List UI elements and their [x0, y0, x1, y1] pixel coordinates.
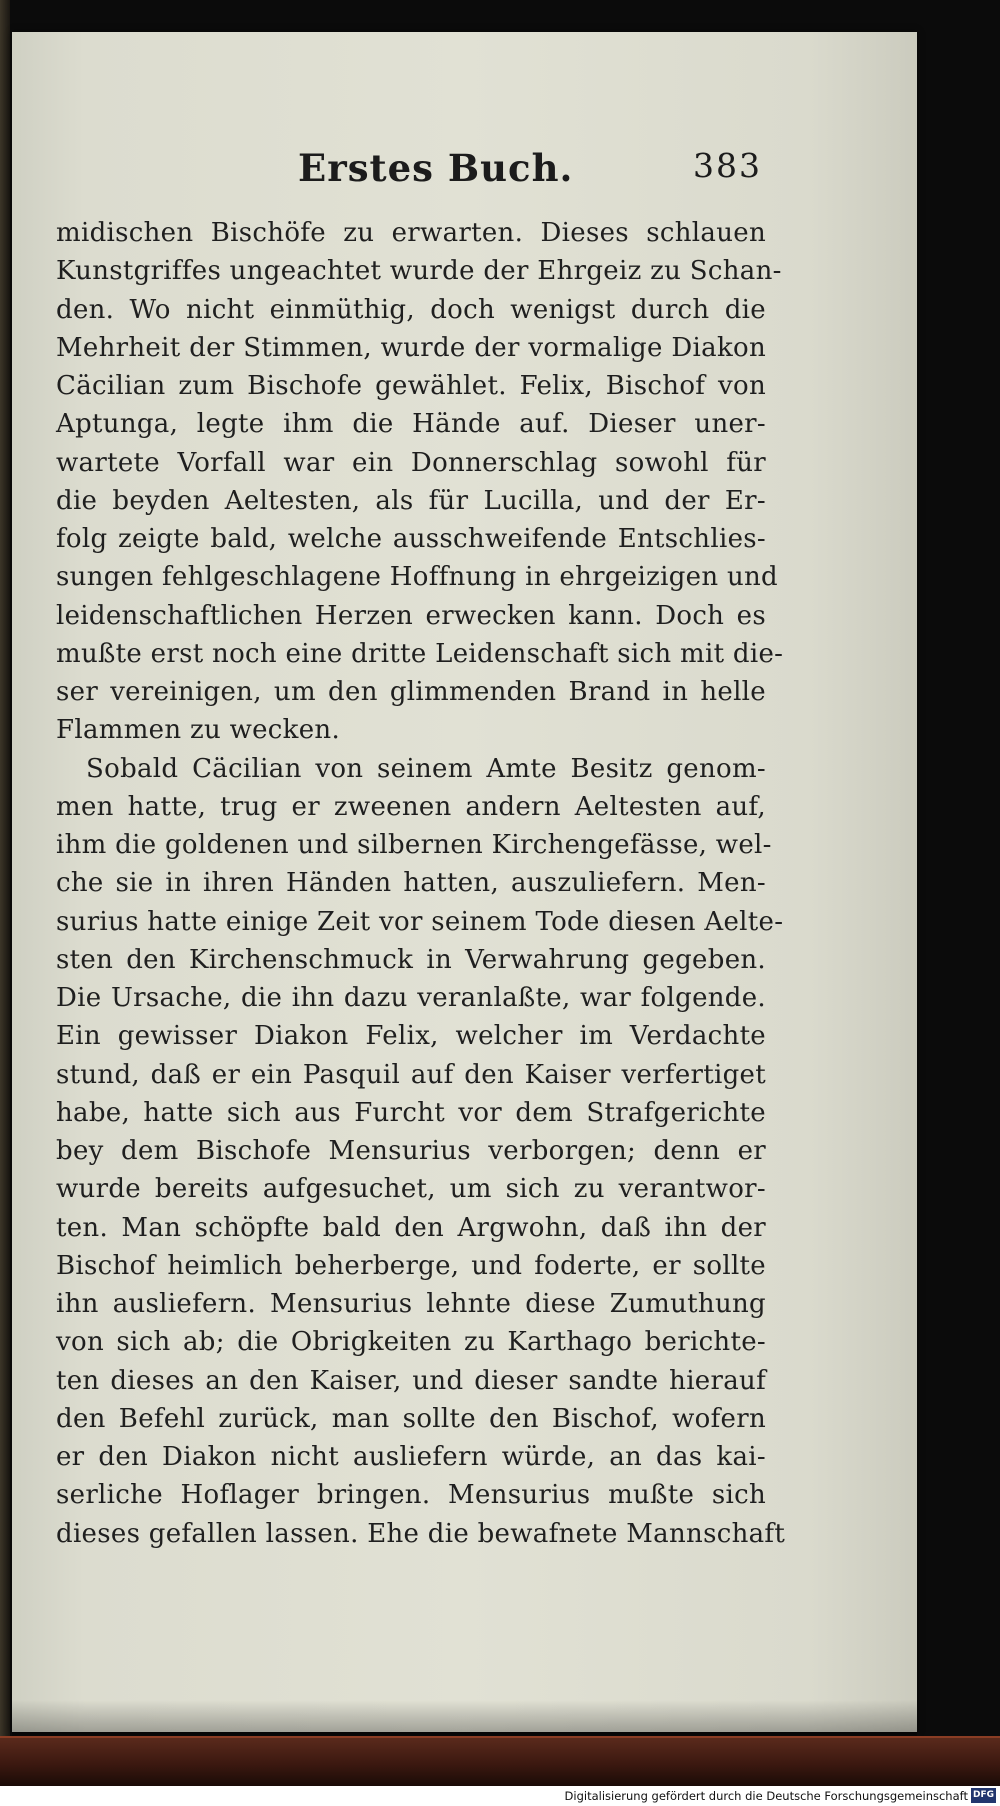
- text-line: habe, hatte sich aus Furcht vor dem Strafgerichte: [56, 1097, 766, 1128]
- book-edge: [0, 0, 10, 1806]
- text-line: von sich ab; die Obrigkeiten zu Karthago berichte-: [56, 1327, 766, 1358]
- text-line: wartete Vorfall war ein Donnerschlag sowohl für: [56, 447, 766, 478]
- text-line: wurde bereits aufgesuchet, um sich zu verantwor-: [56, 1174, 766, 1205]
- text-line: sten den Kirchenschmuck in Verwahrung gegeben.: [56, 944, 766, 975]
- text-line: dieses gefallen lassen. Ehe die bewafnete Mannschaft: [56, 1518, 786, 1549]
- running-title: Erstes Buch.: [298, 146, 574, 190]
- text-line: ten. Man schöpfte bald den Argwohn, daß ihn der: [56, 1212, 766, 1243]
- paragraph-1: [56, 214, 784, 750]
- page-bottom-shadow: [12, 1700, 917, 1740]
- text-line: surius hatte einige Zeit vor seinem Tode diesen Aelte-: [56, 906, 784, 937]
- text-line: ten dieses an den Kaiser, und dieser sandte hierauf: [56, 1365, 766, 1396]
- text-line: midischen Bischöfe zu erwarten. Dieses schlauen: [56, 218, 766, 248]
- text-line: men hatte, trug er zweenen andern Aeltesten auf,: [56, 791, 766, 822]
- text-line: Aptunga, legte ihm die Hände auf. Dieser uner-: [56, 409, 766, 440]
- text-line: Kunstgriffes ungeachtet wurde der Ehrgeiz zu Schan-: [56, 256, 782, 287]
- book-cover-band: [0, 1738, 1000, 1786]
- text-line: Ein gewisser Diakon Felix, welcher im Verdachte: [56, 1021, 766, 1052]
- digitization-credit: Digitalisierung gefördert durch die Deutsche Forschungsgemeinschaft: [564, 1789, 968, 1803]
- text-line: leidenschaftlichen Herzen erwecken kann. Doch es: [56, 600, 766, 631]
- text-line: bey dem Bischofe Mensurius verborgen; denn er: [56, 1136, 766, 1166]
- paragraph-2: [56, 750, 786, 1553]
- text-line: Sobald Cäcilian von seinem Amte Besitz genom-: [86, 753, 766, 784]
- text-line: Mehrheit der Stimmen, wurde der vormalige Diakon: [56, 332, 766, 363]
- text-line: den Befehl zurück, man sollte den Bischof, wofern: [56, 1403, 766, 1434]
- text-line: stund, daß er ein Pasquil auf den Kaiser verfertiget: [56, 1059, 766, 1090]
- text-line: ihm die goldenen und silbernen Kirchengefässe, wel-: [56, 830, 772, 860]
- text-line: Flammen zu wecken.: [56, 715, 341, 746]
- text-line: mußte erst noch eine dritte Leidenschaft sich mit die-: [56, 638, 784, 669]
- body-text: [56, 214, 786, 1553]
- text-line: den. Wo nicht einmüthig, doch wenigst durch die: [56, 294, 766, 325]
- dfg-logo-icon: DFG: [971, 1788, 996, 1803]
- text-line: er den Diakon nicht ausliefern würde, an das kai-: [56, 1442, 766, 1472]
- text-line: Cäcilian zum Bischofe gewählet. Felix, Bischof von: [56, 371, 766, 401]
- text-line: die beyden Aeltesten, als für Lucilla, und der Er-: [56, 485, 766, 516]
- text-line: sungen fehlgeschlagene Hoffnung in ehrgeizigen und: [56, 562, 779, 593]
- text-line: che sie in ihren Händen hatten, auszuliefern. Men-: [56, 868, 766, 899]
- text-line: serliche Hoflager bringen. Mensurius mußte sich: [56, 1480, 766, 1511]
- text-line: Bischof heimlich beherberge, und foderte, er sollte: [56, 1250, 766, 1281]
- page-header: [56, 146, 762, 196]
- text-line: ihn ausliefern. Mensurius lehnte diese Zumuthung: [56, 1289, 766, 1319]
- text-line: folg zeigte bald, welche ausschweifende Entschlies-: [56, 524, 766, 554]
- text-line: Die Ursache, die ihn dazu veranlaßte, war folgende.: [56, 983, 766, 1013]
- text-line: ser vereinigen, um den glimmenden Brand in helle: [56, 677, 766, 707]
- digitization-credit-bar: [0, 1786, 1000, 1806]
- page-number: 383: [693, 146, 762, 185]
